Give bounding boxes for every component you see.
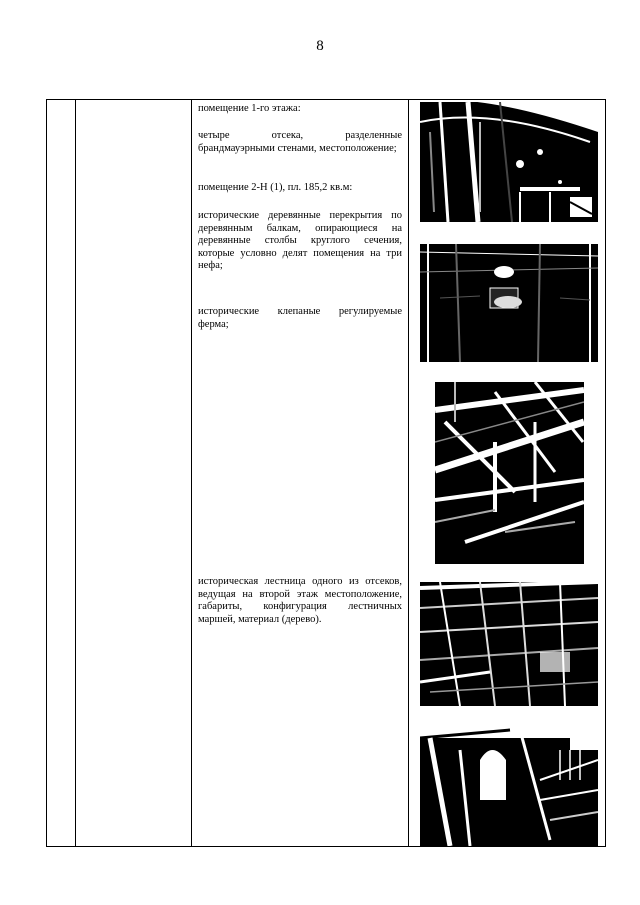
- paragraph-first-floor: помещение 1-го этажа:: [198, 103, 301, 114]
- paragraph-four-compartments: четыре отсека, разделенные брандмауэрными стенами, местоположение;: [198, 130, 402, 154]
- paragraph-riveted-trusses: исторические клепаные регулируемые ферма;: [198, 306, 402, 330]
- number-column-cell: [47, 100, 76, 847]
- paragraph-room-2n: помещение 2-Н (1), пл. 185,2 кв.м:: [198, 182, 353, 193]
- name-column-cell: [76, 100, 192, 847]
- interior-columns-photo: [420, 238, 598, 362]
- interior-brick-vault-photo: [420, 102, 598, 222]
- paragraph-wooden-floors: исторические деревянные перекрытия по деревянным балкам, опирающиеся на деревянные столбы круглого сечения, которые условно делят помещения на три нефа;: [198, 210, 402, 271]
- riveted-truss-photo: [435, 382, 584, 564]
- page-number: 8: [316, 38, 324, 54]
- description-cell: [192, 100, 409, 847]
- photos-cell: [409, 100, 606, 847]
- wooden-staircase-photo: [420, 720, 598, 846]
- paragraph-staircase: историческая лестница одного из отсеков, ведущая на второй этаж местоположение, габариты, конфигурация лестничных маршей, материал (дерево).: [198, 576, 402, 625]
- object-table: [46, 99, 606, 847]
- ceiling-beams-photo: [420, 582, 598, 706]
